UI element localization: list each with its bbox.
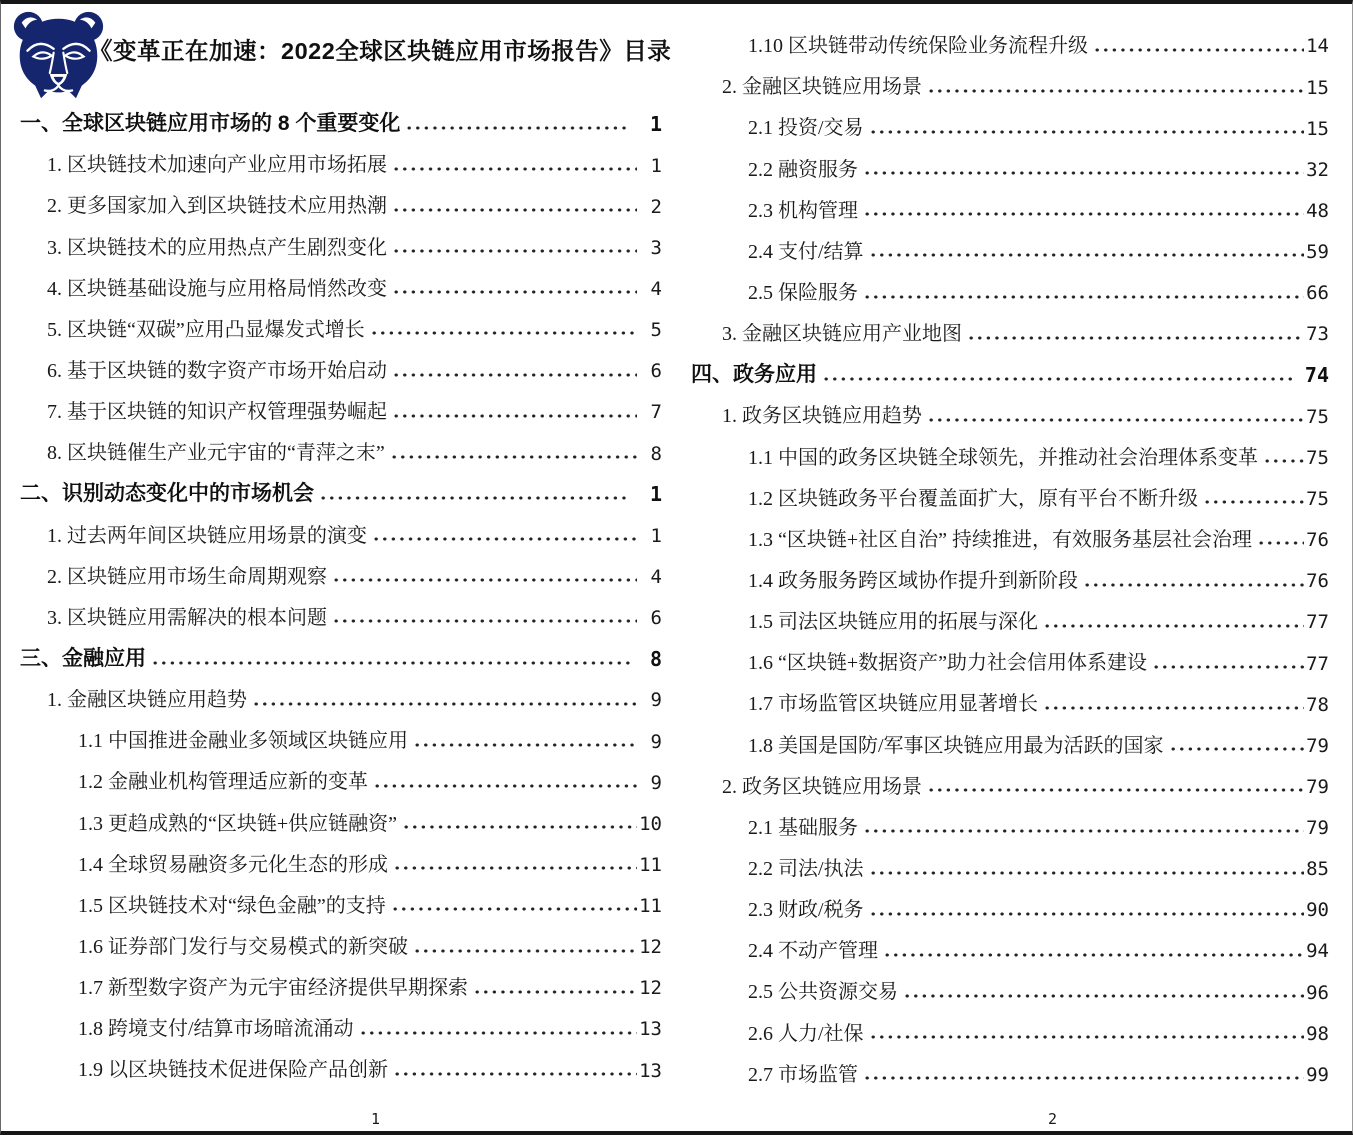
toc-entry-label: 1.8 美国是国防/军事区块链应用最为活跃的国家 bbox=[748, 734, 1164, 757]
dot-leader bbox=[929, 388, 1304, 429]
dot-leader bbox=[929, 59, 1304, 100]
toc-entry-label: 2.4 不动产管理 bbox=[748, 940, 878, 963]
page-title: 《变革正在加速：2022全球区块链应用市场报告》目录 bbox=[89, 38, 672, 64]
toc-entry[interactable] bbox=[20, 960, 662, 1001]
toc-entry[interactable] bbox=[20, 919, 662, 960]
dot-leader bbox=[871, 100, 1304, 141]
toc-entry-label: 2.6 人力/社保 bbox=[748, 1022, 864, 1045]
toc-entry-label: 1.5 司法区块链应用的拓展与深化 bbox=[748, 611, 1038, 634]
toc-entry-label: 2.3 机构管理 bbox=[748, 199, 858, 222]
toc-entry[interactable] bbox=[20, 713, 662, 754]
toc-entry[interactable] bbox=[691, 59, 1329, 100]
dot-leader bbox=[871, 1005, 1304, 1046]
toc-entry-page: 13 bbox=[639, 1018, 662, 1041]
toc-entry-page: 11 bbox=[639, 853, 662, 876]
toc-entry-label: 2.2 司法/执法 bbox=[748, 857, 864, 880]
toc-entry-page: 1 bbox=[650, 154, 662, 177]
toc-entry[interactable] bbox=[691, 18, 1329, 59]
toc-entry-label: 1.9 以区块链技术促进保险产品创新 bbox=[78, 1059, 388, 1082]
toc-entry-page: 13 bbox=[639, 1059, 662, 1082]
dot-leader bbox=[254, 672, 637, 713]
dot-leader bbox=[885, 923, 1304, 964]
toc-entry-page: 6 bbox=[650, 607, 662, 630]
toc-entry-page: 76 bbox=[1306, 570, 1329, 593]
toc-entry[interactable] bbox=[691, 553, 1329, 594]
toc-entry-page: 5 bbox=[650, 319, 662, 342]
toc-entry-label: 二、识别动态变化中的市场机会 bbox=[20, 482, 314, 506]
toc-entry[interactable] bbox=[20, 878, 662, 919]
toc-entry-label: 2.1 基础服务 bbox=[748, 816, 858, 839]
toc-entry-label: 1. 区块链技术加速向产业应用市场拓展 bbox=[47, 154, 387, 177]
dot-leader bbox=[871, 224, 1304, 265]
toc-entry[interactable] bbox=[691, 717, 1329, 758]
toc-entry-page: 9 bbox=[650, 689, 662, 712]
toc-entry-label: 1. 政务区块链应用趋势 bbox=[722, 405, 922, 428]
dot-leader bbox=[871, 882, 1304, 923]
toc-entry-label: 3. 区块链技术的应用热点产生剧烈变化 bbox=[47, 236, 387, 259]
toc-entry-label: 2.4 支付/结算 bbox=[748, 240, 864, 263]
toc-entry-page: 94 bbox=[1306, 940, 1329, 963]
toc-entry-label: 2. 区块链应用市场生命周期观察 bbox=[47, 565, 327, 588]
toc-entry[interactable] bbox=[691, 841, 1329, 882]
toc-entry-label: 1.7 新型数字资产为元宇宙经济提供早期探索 bbox=[78, 977, 468, 1000]
toc-entry-page: 75 bbox=[1306, 487, 1329, 510]
toc-entry[interactable] bbox=[691, 265, 1329, 306]
dot-leader bbox=[392, 425, 637, 466]
toc-entry[interactable] bbox=[691, 594, 1329, 635]
toc-column-right bbox=[678, 4, 1352, 1131]
toc-entry-label: 1.1 中国的政务区块链全球领先，并推动社会治理体系变革 bbox=[748, 446, 1258, 469]
toc-entry-page: 48 bbox=[1306, 199, 1329, 222]
toc-entry-label: 8. 区块链催生产业元宇宙的“青萍之末” bbox=[47, 442, 385, 465]
toc-entry-label: 1.2 区块链政务平台覆盖面扩大，原有平台不断升级 bbox=[748, 487, 1198, 510]
toc-entry-page: 1 bbox=[650, 524, 662, 547]
toc-entry[interactable] bbox=[20, 1042, 662, 1083]
toc-entry-page: 77 bbox=[1306, 611, 1329, 634]
toc-entry[interactable] bbox=[20, 590, 662, 631]
dot-leader bbox=[361, 1001, 637, 1042]
toc-entry-page: 73 bbox=[1306, 323, 1329, 346]
toc-entry-label: 三、金融应用 bbox=[20, 646, 146, 670]
dot-leader bbox=[865, 1047, 1304, 1088]
toc-entry-page: 59 bbox=[1306, 241, 1329, 264]
toc-entry-label: 1. 过去两年间区块链应用场景的演变 bbox=[47, 524, 367, 547]
dot-leader bbox=[374, 507, 637, 548]
dot-leader bbox=[407, 96, 630, 137]
dot-leader bbox=[1205, 471, 1304, 512]
toc-entry-page: 85 bbox=[1306, 858, 1329, 881]
report-header bbox=[20, 4, 672, 96]
toc-entry[interactable] bbox=[20, 549, 662, 590]
toc-entry-page: 15 bbox=[1306, 117, 1329, 140]
toc-entry-page: 9 bbox=[650, 730, 662, 753]
toc-entry[interactable] bbox=[20, 631, 662, 672]
toc-rows bbox=[20, 96, 662, 1083]
toc-entry-label: 1.2 金融业机构管理适应新的变革 bbox=[78, 771, 368, 794]
toc-entry[interactable] bbox=[20, 795, 662, 836]
toc-entry[interactable] bbox=[691, 800, 1329, 841]
toc-entry[interactable] bbox=[20, 96, 662, 137]
dot-leader bbox=[1045, 676, 1304, 717]
dot-leader bbox=[395, 1042, 637, 1083]
toc-entry[interactable] bbox=[691, 512, 1329, 553]
toc-entry-page: 79 bbox=[1306, 817, 1329, 840]
toc-entry-page: 77 bbox=[1306, 652, 1329, 675]
toc-entry[interactable] bbox=[20, 178, 662, 219]
toc-entry-label: 一、全球区块链应用市场的 8 个重要变化 bbox=[20, 111, 401, 135]
toc-entry-page: 4 bbox=[650, 565, 662, 588]
dot-leader bbox=[905, 964, 1304, 1005]
toc-entry-label: 2.5 保险服务 bbox=[748, 281, 858, 304]
toc-entry[interactable] bbox=[20, 261, 662, 302]
toc-entry[interactable] bbox=[691, 1005, 1329, 1046]
toc-entry[interactable] bbox=[20, 1001, 662, 1042]
dot-leader bbox=[1095, 18, 1304, 59]
dot-leader bbox=[334, 590, 637, 631]
toc-entry[interactable] bbox=[691, 676, 1329, 717]
toc-entry[interactable] bbox=[691, 635, 1329, 676]
toc-entry-label: 4. 区块链基础设施与应用格局悄然改变 bbox=[47, 277, 387, 300]
toc-entry-page: 4 bbox=[650, 277, 662, 300]
dot-leader bbox=[475, 960, 637, 1001]
toc-entry[interactable] bbox=[20, 672, 662, 713]
toc-entry-page: 12 bbox=[639, 977, 662, 1000]
dot-leader bbox=[1265, 429, 1304, 470]
toc-entry-label: 1.5 区块链技术对“绿色金融”的支持 bbox=[78, 894, 386, 917]
dot-leader bbox=[865, 183, 1304, 224]
toc-entry-page: 66 bbox=[1306, 282, 1329, 305]
toc-entry-label: 6. 基于区块链的数字资产市场开始启动 bbox=[47, 359, 387, 382]
toc-entry-page: 96 bbox=[1306, 981, 1329, 1004]
dot-leader bbox=[321, 466, 630, 507]
toc-entry[interactable] bbox=[20, 302, 662, 343]
toc-entry-page: 8 bbox=[649, 646, 662, 671]
dot-leader bbox=[153, 631, 630, 672]
toc-entry-label: 3. 区块链应用需解决的根本问题 bbox=[47, 606, 327, 629]
dot-leader bbox=[824, 347, 1297, 388]
dot-leader bbox=[929, 759, 1304, 800]
toc-entry-label: 1.3 “区块链+社区自治” 持续推进，有效服务基层社会治理 bbox=[748, 528, 1253, 551]
dot-leader bbox=[1045, 594, 1304, 635]
toc-entry[interactable] bbox=[691, 923, 1329, 964]
toc-entry-label: 2. 金融区块链应用场景 bbox=[722, 76, 922, 99]
toc-entry-page: 7 bbox=[650, 401, 662, 424]
toc-entry-label: 1.7 市场监管区块链应用显著增长 bbox=[748, 693, 1038, 716]
dot-leader bbox=[394, 178, 637, 219]
toc-entry[interactable] bbox=[691, 429, 1329, 470]
dot-leader bbox=[415, 919, 637, 960]
toc-entry-page: 14 bbox=[1306, 35, 1329, 58]
toc-entry[interactable] bbox=[691, 471, 1329, 512]
dot-leader bbox=[372, 302, 637, 343]
toc-entry[interactable] bbox=[691, 224, 1329, 265]
toc-entry-label: 2.2 融资服务 bbox=[748, 158, 858, 181]
dot-leader bbox=[334, 549, 637, 590]
toc-entry-page: 32 bbox=[1306, 158, 1329, 181]
dot-leader bbox=[865, 265, 1304, 306]
dot-leader bbox=[865, 800, 1304, 841]
toc-entry-label: 1.3 更趋成熟的“区块链+供应链融资” bbox=[78, 812, 398, 835]
toc-entry-page: 90 bbox=[1306, 899, 1329, 922]
toc-entry-page: 9 bbox=[650, 771, 662, 794]
toc-entry-label: 2.7 市场监管 bbox=[748, 1063, 858, 1086]
toc-entry-page: 76 bbox=[1306, 529, 1329, 552]
toc-entry-page: 79 bbox=[1306, 775, 1329, 798]
toc-entry[interactable] bbox=[691, 183, 1329, 224]
toc-entry[interactable] bbox=[691, 388, 1329, 429]
toc-entry-page: 1 bbox=[649, 482, 662, 507]
toc-entry[interactable] bbox=[691, 306, 1329, 347]
toc-entry[interactable] bbox=[20, 137, 662, 178]
toc-entry-page: 10 bbox=[639, 812, 662, 835]
toc-entry[interactable] bbox=[691, 141, 1329, 182]
toc-entry-page: 8 bbox=[650, 442, 662, 465]
dot-leader bbox=[1154, 635, 1304, 676]
dot-leader bbox=[871, 841, 1304, 882]
toc-entry[interactable] bbox=[20, 384, 662, 425]
toc-entry[interactable] bbox=[691, 964, 1329, 1005]
toc-entry-page: 2 bbox=[650, 195, 662, 218]
page-number-footer: 1 bbox=[371, 1110, 381, 1128]
toc-entry-page: 11 bbox=[639, 895, 662, 918]
toc-entry-label: 7. 基于区块链的知识产权管理强势崛起 bbox=[47, 401, 387, 424]
toc-entry[interactable] bbox=[20, 507, 662, 548]
toc-entry[interactable] bbox=[691, 1047, 1329, 1088]
toc-entry-label: 2.1 投资/交易 bbox=[748, 117, 864, 140]
dot-leader bbox=[1171, 717, 1304, 758]
toc-entry-label: 2.3 财政/税务 bbox=[748, 899, 864, 922]
toc-entry-label: 1.6 “区块链+数据资产”助力社会信用体系建设 bbox=[748, 652, 1148, 675]
toc-entry-page: 74 bbox=[1304, 363, 1329, 388]
toc-entry-page: 1 bbox=[649, 112, 662, 137]
dot-leader bbox=[415, 713, 637, 754]
toc-entry-page: 75 bbox=[1306, 405, 1329, 428]
toc-entry[interactable] bbox=[20, 343, 662, 384]
toc-column-left bbox=[1, 4, 678, 1131]
dot-leader bbox=[1085, 553, 1304, 594]
toc-entry[interactable] bbox=[20, 837, 662, 878]
dot-leader bbox=[969, 306, 1304, 347]
dot-leader bbox=[394, 137, 637, 178]
dot-leader bbox=[404, 795, 637, 836]
toc-entry-label: 1.4 政务服务跨区域协作提升到新阶段 bbox=[748, 569, 1078, 592]
dot-leader bbox=[394, 219, 637, 260]
toc-entry-page: 75 bbox=[1306, 446, 1329, 469]
page-number-footer: 2 bbox=[1048, 1110, 1058, 1128]
toc-entry-page: 6 bbox=[650, 360, 662, 383]
dot-leader bbox=[394, 384, 637, 425]
toc-entry-page: 99 bbox=[1306, 1063, 1329, 1086]
dot-leader bbox=[394, 343, 637, 384]
toc-entry[interactable] bbox=[20, 466, 662, 507]
toc-entry[interactable] bbox=[20, 425, 662, 466]
toc-entry-label: 1. 金融区块链应用趋势 bbox=[47, 689, 247, 712]
toc-entry-label: 1.8 跨境支付/结算市场暗流涌动 bbox=[78, 1018, 354, 1041]
toc-entry[interactable] bbox=[691, 882, 1329, 923]
toc-entry-label: 1.6 证券部门发行与交易模式的新突破 bbox=[78, 935, 408, 958]
toc-entry-label: 3. 金融区块链应用产业地图 bbox=[722, 323, 962, 346]
toc-entry-label: 1.10 区块链带动传统保险业务流程升级 bbox=[748, 35, 1088, 58]
dot-leader bbox=[393, 878, 637, 919]
toc-entry-label: 四、政务应用 bbox=[691, 363, 817, 387]
toc-entry-page: 12 bbox=[639, 936, 662, 959]
toc-entry-label: 1.1 中国推进金融业多领域区块链应用 bbox=[78, 730, 408, 753]
toc-entry-label: 2.5 公共资源交易 bbox=[748, 981, 898, 1004]
toc-entry-label: 1.4 全球贸易融资多元化生态的形成 bbox=[78, 853, 388, 876]
dot-leader bbox=[394, 261, 637, 302]
toc-entry-page: 98 bbox=[1306, 1022, 1329, 1045]
dot-leader bbox=[1259, 512, 1304, 553]
toc-entry-label: 2. 政务区块链应用场景 bbox=[722, 775, 922, 798]
toc-entry-page: 3 bbox=[650, 236, 662, 259]
toc-entry-page: 79 bbox=[1306, 734, 1329, 757]
toc-rows bbox=[691, 18, 1329, 1088]
toc-entry[interactable] bbox=[20, 219, 662, 260]
dot-leader bbox=[865, 141, 1304, 182]
toc-entry-label: 2. 更多国家加入到区块链技术应用热潮 bbox=[47, 195, 387, 218]
toc-entry[interactable] bbox=[691, 759, 1329, 800]
dot-leader bbox=[375, 754, 637, 795]
toc-entry-page: 78 bbox=[1306, 693, 1329, 716]
toc-entry[interactable] bbox=[691, 100, 1329, 141]
toc-entry-label: 5. 区块链“双碳”应用凸显爆发式增长 bbox=[47, 318, 365, 341]
toc-entry[interactable] bbox=[20, 754, 662, 795]
toc-entry-page: 15 bbox=[1306, 76, 1329, 99]
dot-leader bbox=[395, 837, 637, 878]
toc-entry[interactable] bbox=[691, 347, 1329, 388]
